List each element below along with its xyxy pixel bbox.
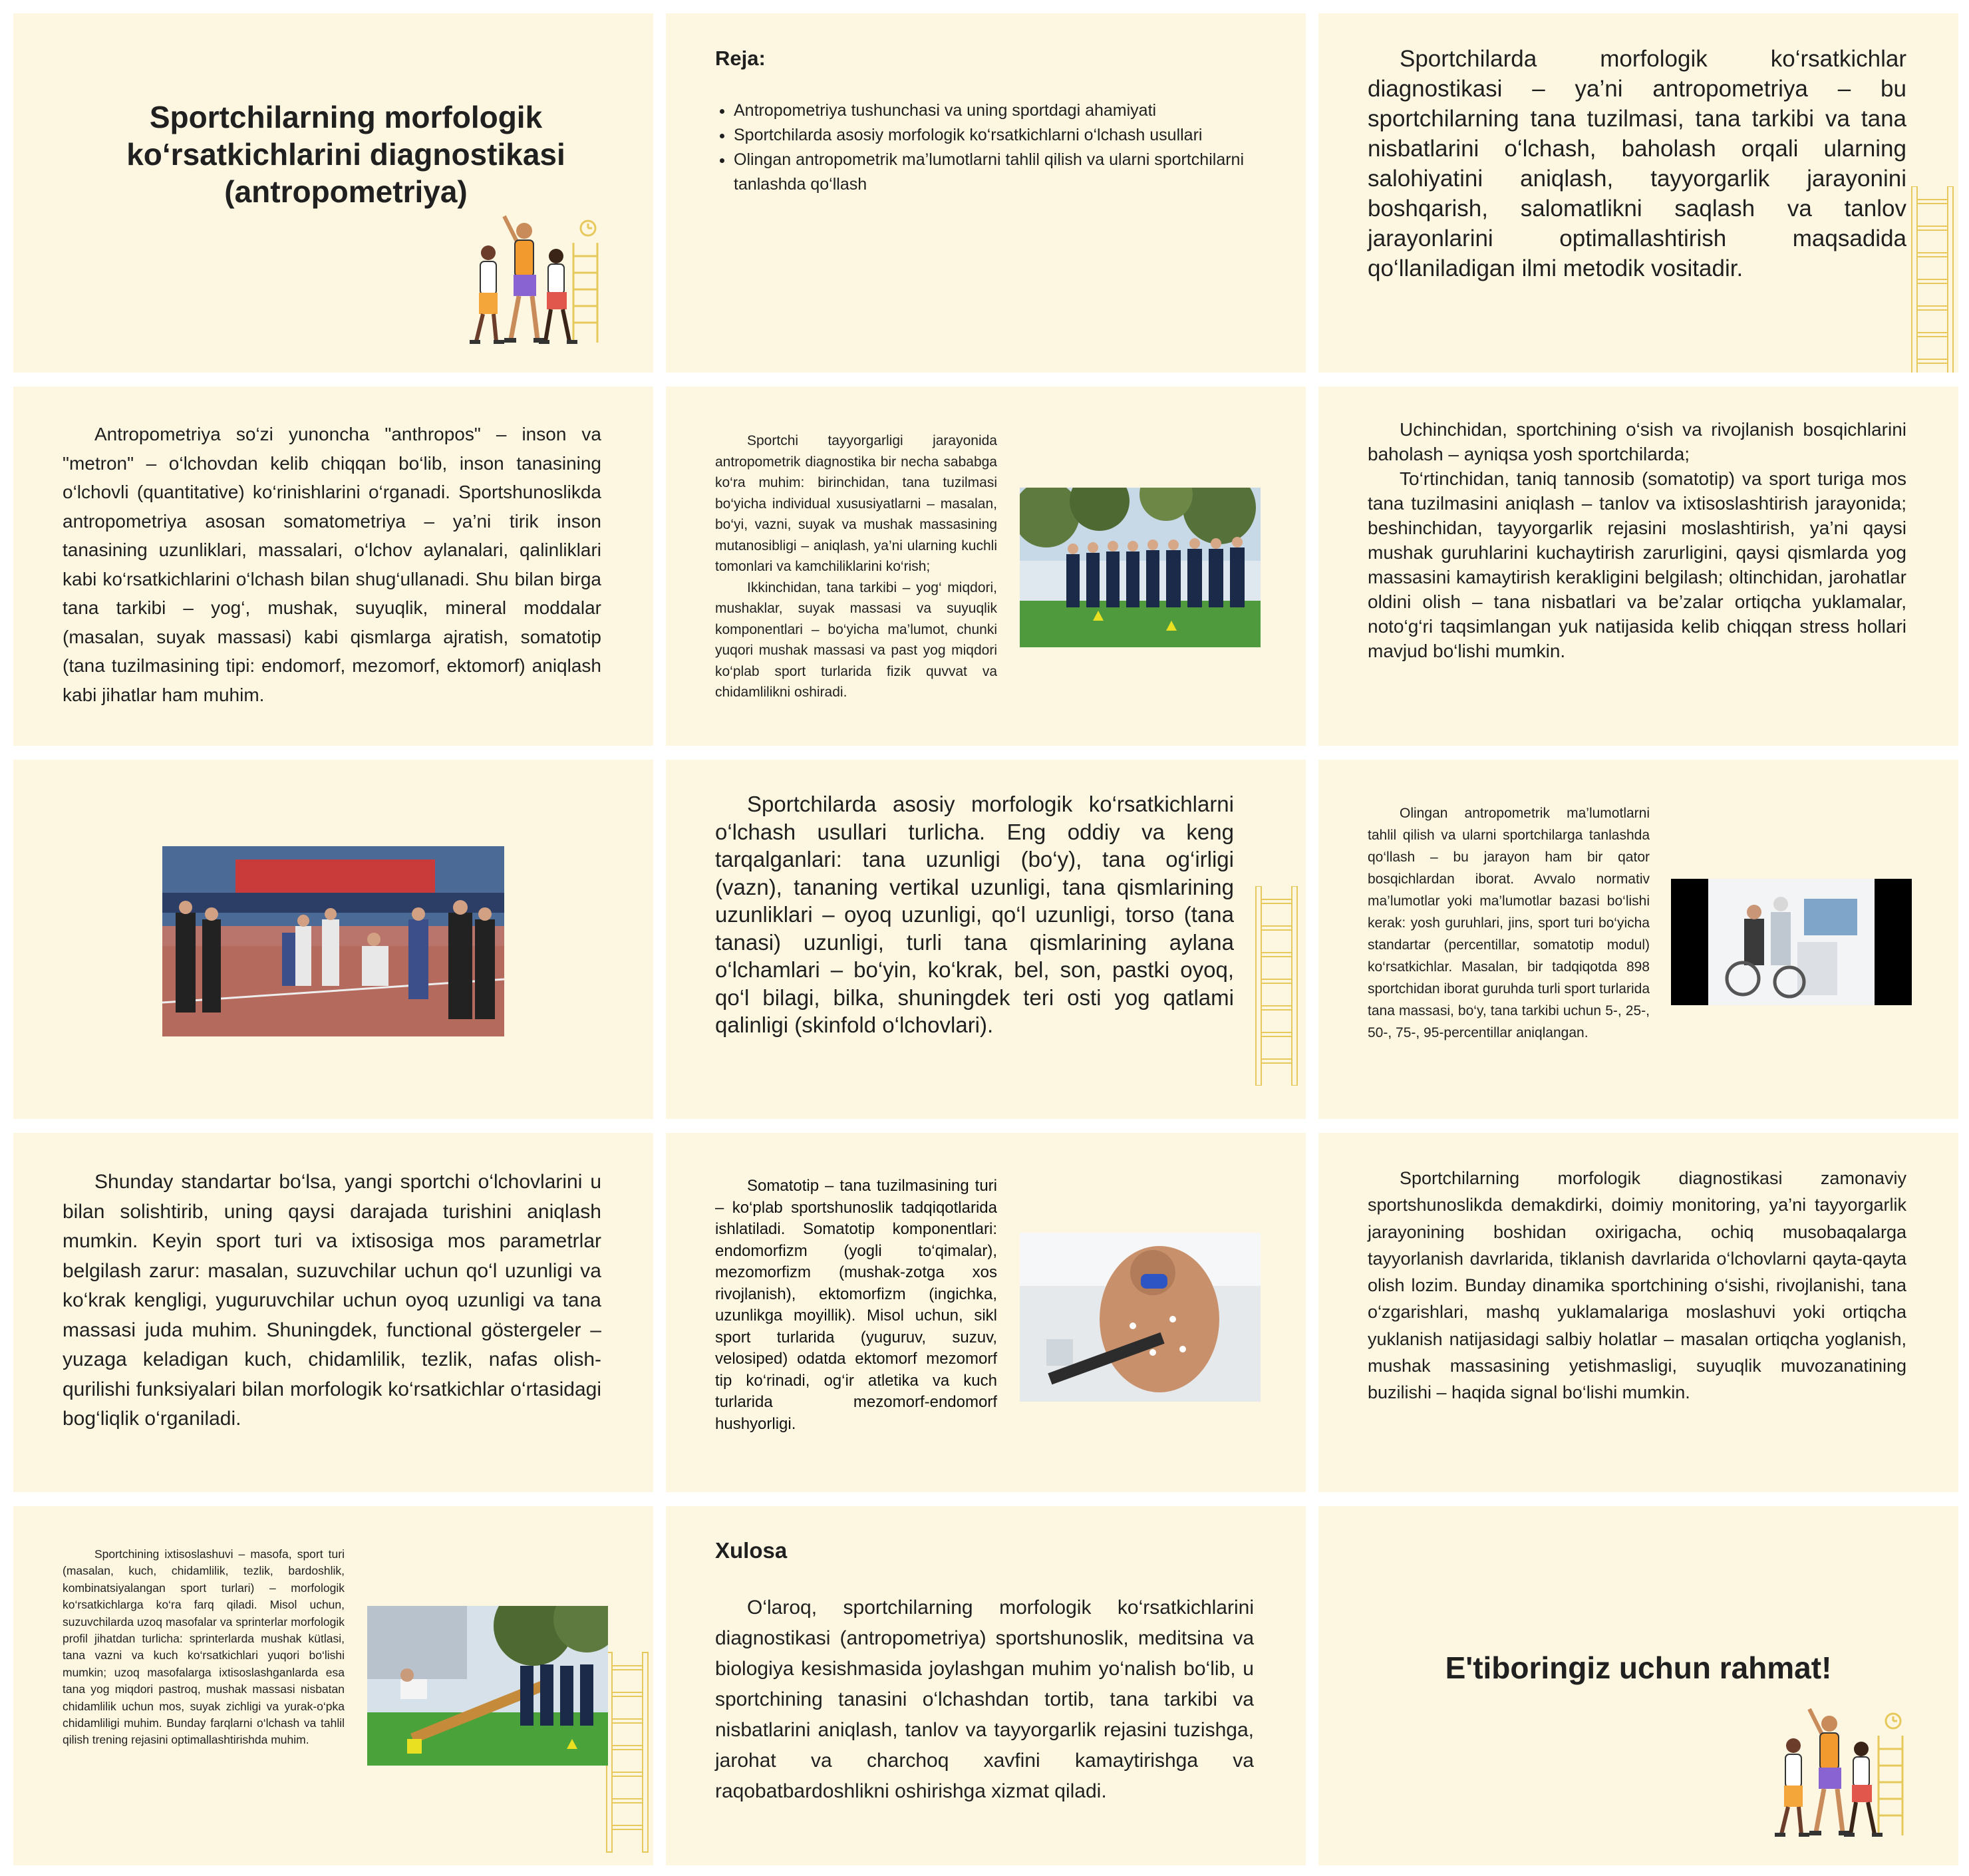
analysis-text: Olingan antropometrik ma’lumotlarni tahlil qilish va ularni sportchilarga tanlashda qo‘llash – bu jarayon ham bir qator bosqichlardan iborat. Avvalo normativ ma’lumotlar yoki ma’lumotlar bazasi bo‘lishi kerak: yosh guruhlari, jins, sport turi bo‘yicha standartar (percentillar, somatotip modul) ko‘rsatkichlar. Masalan, bir tadqiqotda 898 sportchidan iborat guruhda turli sport turlarida tana massasi, bo‘y, tana tarkibi uchun 5-, 25-, 50-, 75-, 95-percentillar aniqlangan. <box>1368 806 1650 1040</box>
reasons-paragraph-1: Uchinchidan, sportchining o‘sish va rivojlanish bosqichlarini baholash – ayniqsa yosh sportchilarda; <box>1368 419 1906 464</box>
people-exercising-illustration-icon <box>467 213 607 353</box>
presentation-title: Sportchilarning morfologik ko‘rsatkichlarini diagnostikasi (antropometriya) <box>126 100 565 209</box>
reasons-text <box>1368 417 1906 663</box>
slide-standards[interactable] <box>13 1133 653 1492</box>
methods-text: Sportchilarda asosiy morfologik ko‘rsatkichlarni o‘lchash usullari turlicha. Eng oddiy va keng tarqalganlari: tana uzunligi (bo‘y), tana og‘irligi (vazn), tananing vertikal uzunligi, tana qismlarining uzunliklari – oyoq uzunligi, qo‘l uzunligi, torso (tana tanasi) uzunligi, turli tana qismlarining aylana o‘lchamlari – bo‘yin, ko‘krak, bel, son, pastki oyoq, qo‘l bilagi, bilka, shuningdek teri osti yog qatlami qalinligi (skinfold o‘lchovlari). <box>715 792 1234 1037</box>
conclusion-heading: Xulosa <box>715 1538 788 1563</box>
plan-list <box>715 98 1266 197</box>
slide-specialization[interactable] <box>13 1506 653 1865</box>
slide-monitoring[interactable] <box>1318 1133 1958 1492</box>
plan-heading: Reja: <box>715 47 766 70</box>
somatotype-text: Somatotip – tana tuzilmasining turi – ko‘plab sportshunoslik tadqiqotlarida ishlatiladi. Somatotip komponentlari: endomorfizm (yogli to‘qimalar), mezomorfizm (mushak-zotga xos rivojlanish), ektomorfizm (ingichka, uzunlikga moyillik). Misol uchun, sikl sport turlarida (yuguruv, suzuv, velosiped) odatda ektomorf mezomorf tip ko‘rinadi, og‘ir atletika va kuch turlarida mezomorf-endomorf hushyorligi. <box>715 1177 997 1433</box>
specialization-text: Sportchining ixtisoslashuvi – masofa, sport turi (masalan, kuch, chidamlilik, tezlik, bardoshlik, kombinatsiyalangan sport turlari) – morfologik ko‘rsatkichlarga ko‘ra farq qiladi. Misol uchun, suzuvchilarda uzoq masofalar va sprinterlar morfologik profil jihatdan turlicha: sprinterlarda mushak kütlasi, tana vazni va kuch ko‘rsatkichlari yuqori bo‘lishi mumkin; uzoq masofalarga ixtisoslashganlarda esa tana yog miqdori pastroq, mushak massasi nisbatan chidamlilik uchun mos, suyak zichligi va yurak-o‘pka chidamliligi muhim. Bunday farqlarni o‘lchash va tahlil qilish trening rejasini optimallashtirishda muhim. <box>63 1547 345 1747</box>
people-exercising-illustration-icon <box>1772 1706 1912 1845</box>
slide-somatotype[interactable] <box>666 1133 1306 1492</box>
etymology-text: Antropometriya so‘zi yunoncha "anthropos" – inson va "metron" – o‘lchovdan kelib chiqqan bo‘lib, inson tanasining o‘lchovli (quantitative) ko‘rinishlarini o‘rganadi. Sportshunoslikda antropometriya asosan somatometriya – ya’ni tirik inson tanasining uzunliklari, massalari, o‘lchov aylanalari, qalinliklari kabi ko‘rsatkichlarini o‘lchash bilan shug‘ullanadi. Shu bilan birga tana tarkibi – yog‘, mushak, suyuqlik, mineral moddalar (masalan, suyak massasi) kabi qismlarga ajratish, somatotip (tana tuzilmasining tipi: endomorf, mezomorf, ektomorf) aniqlash kabi jihatlar ham muhim. <box>63 424 601 705</box>
lab-testing-photo <box>1671 879 1912 1005</box>
ladder-decoration-icon <box>605 1639 649 1865</box>
vo2-test-athlete-photo <box>1020 1233 1261 1402</box>
ladder-decoration-icon <box>1910 186 1954 373</box>
conclusion-text: O‘laroq, sportchilarning morfologik ko‘rsatkichlarini diagnostikasi (antropometriya) sportshunoslik, meditsina va biologiya kesishmasida joylashgan muhim yo‘nalish bo‘lib, u sportchining tanasini o‘lchashdan tortib, tana tarkibi va nisbatlarini aniqlash, tanlov va tayyorgarlik rejasini tuzishga, jarohat va charchoq xavfini kamaytirishga va raqobatbardoshlikni oshirishga xizmat qiladi. <box>715 1597 1254 1802</box>
importance-text <box>715 430 997 703</box>
field-measurement-photo <box>162 846 504 1036</box>
importance-paragraph-1: Sportchi tayyorgarligi jarayonida antropometrik diagnostika bir necha sababga ko‘ra muhim: birinchidan, tana tuzilmasi bo‘yicha individual xususiyatlarni – masalan, bo‘yi, vazni, suyak va mushak massasining mutanosibligi – aniqlash, ya’ni ularning kuchli tomonlari va kamchiliklarini ko‘rish; <box>715 433 997 574</box>
slide-definition[interactable] <box>1318 13 1958 373</box>
definition-text: Sportchilarda morfologik ko‘rsatkichlar diagnostikasi – ya’ni antropometriya – bu sportchilarning tana tuzilmasi, tana tarkibi va tana nisbatlarini o‘lchash, baholash orqali ularning salohiyatini aniqlash, tayyorgarlik jarayonini boshqarish, salomatlikni saqlash va tanlov jarayonlarini optimallashtirish maqsadida qo‘llaniladigan ilmi metodik vositadir. <box>1368 46 1906 281</box>
plan-item: • Olingan antropometrik ma’lumotlarni tahlil qilish va ularni sportchilarni tanlashda qo‘llash <box>734 148 1266 197</box>
thanks-text: E'tiboringiz uchun rahmat! <box>1445 1650 1832 1685</box>
plan-item: • Sportchilarda asosiy morfologik ko‘rsatkichlarni o‘lchash usullari <box>734 123 1266 148</box>
importance-paragraph-2: Ikkinchidan, tana tarkibi – yog‘ miqdori, mushaklar, suyak massasi va suyuqlik komponentlari – bo‘yicha ma’lumot, chunki yuqori mushak massasi va past yog miqdori ko‘plab sport turlarida fizik quvvat va chidamlilikni oshiradi. <box>715 579 997 700</box>
slide-importance[interactable] <box>666 387 1306 746</box>
slide-conclusion[interactable] <box>666 1506 1306 1865</box>
training-outdoor-photo <box>367 1606 608 1766</box>
ladder-decoration-icon <box>1251 886 1302 1086</box>
slide-plan[interactable] <box>666 13 1306 373</box>
standards-text: Shunday standartar bo‘lsa, yangi sportchi o‘lchovlarini u bilan solishtirib, uning qaysi darajada turishini aniqlash mumkin. Keyin sport turi va ixtisosiga mos parametrlar belgilash zarur: masalan, suzuvchilar uchun qo‘l uzunligi va ko‘krak kengligi, yuguruvchilar uchun oyoq uzunligi va tana massasi juda muhim. Shuningdek, functional göstergeler – yuzaga keladigan kuch, chidamlilik, tezlik, nafas olish-qurilishi funksiyalari bilan morfologik ko‘rsatkichlar o‘rtasidagi bog‘liqlik o‘rganiladi. <box>63 1171 601 1430</box>
slide-etymology[interactable] <box>13 387 653 746</box>
slide-thanks[interactable] <box>1318 1506 1958 1865</box>
reasons-paragraph-2: To‘rtinchidan, taniq tannosib (somatotip) va sport turiga mos tana tuzilmasini aniqlash – tanlov va ixtisoslashtirish jarayonida; beshinchidan, tayyorgarlik rejasini moslashtirish, ya’ni qaysi mushak guruhlarini kuchaytirish zarurligini, qaysi qismlarda yog massasini kamaytirish kerakligini belgilash; oltinchidan, jarohatlar oldini olish – tana nisbatlari va be’zalar ortiqcha yuklamalar, noto‘g‘ri taqsimlangan yuk natijasida kelib chiqqan stress hollari mavjud bo‘lishi mumkin. <box>1368 468 1906 661</box>
monitoring-text: Sportchilarning morfologik diagnostikasi zamonaviy sportshunoslikda demakdirki, doimiy monitoring, ya’ni tayyorgarlik jarayonining boshidan oxirigacha, ochiq musobaqalarga tayyorlanish davrlarida, tiklanish davrlarida o‘lchovlarni qayta-qayta olish lozim. Bunday dinamika sportchining o‘sishi, rivojlanishi, tana o‘zgarishlari, mashq yuklamalariga moslashuvi yoki ortiqcha yuklanish natijasidagi salbiy holatlar – masalan ortiqcha yoglanish, mushak massasining yetishmasligi, suyuqlik muvozanatining buzilishi – haqida signal bo‘lishi mumkin. <box>1368 1168 1906 1403</box>
slide-grid <box>13 13 1958 1865</box>
slide-analysis[interactable] <box>1318 760 1958 1119</box>
slide-title[interactable] <box>13 13 653 373</box>
athletes-lineup-photo <box>1020 488 1261 647</box>
slide-methods[interactable] <box>666 760 1306 1119</box>
slide-photo-measurement[interactable] <box>13 760 653 1119</box>
plan-item: • Antropometriya tushunchasi va uning sportdagi ahamiyati <box>734 98 1266 123</box>
slide-further-reasons[interactable] <box>1318 387 1958 746</box>
